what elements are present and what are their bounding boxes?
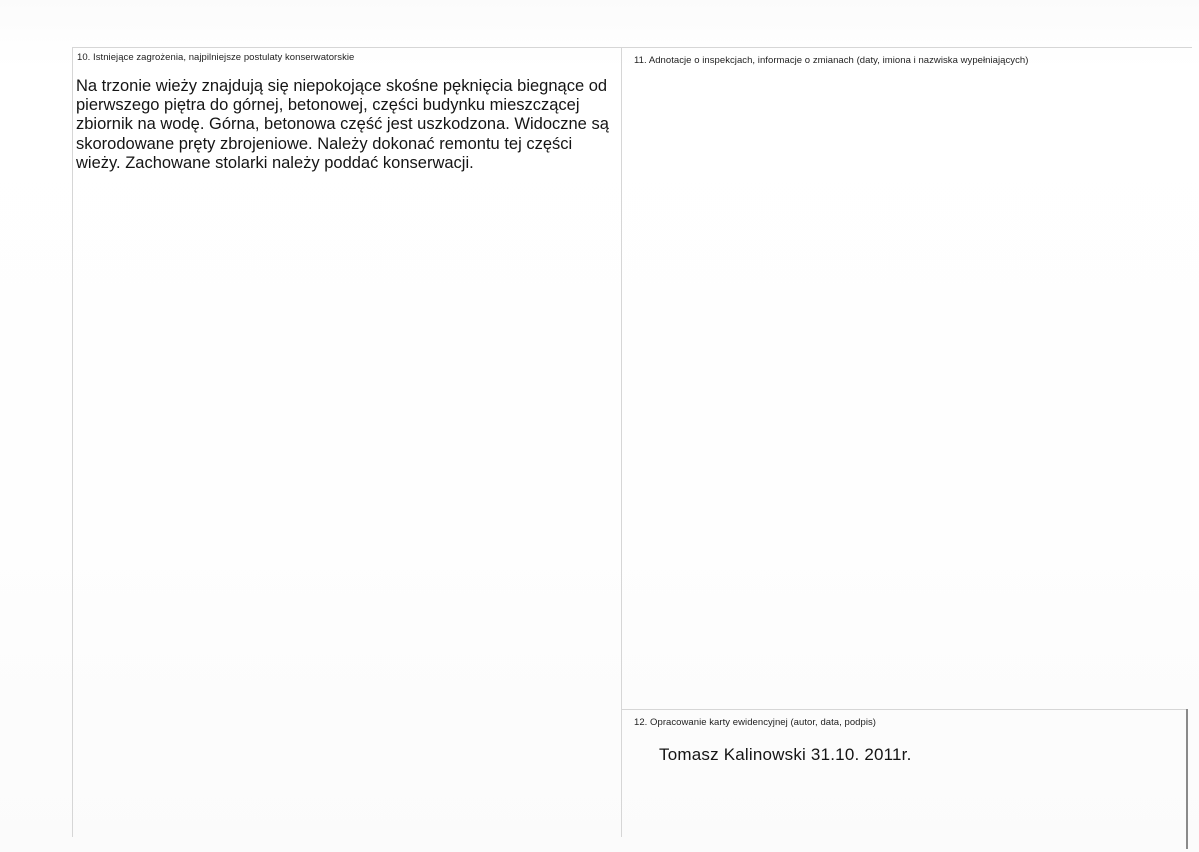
section-10-label: 10. Istniejące zagrożenia, najpilniejsze postulaty konserwatorskie [77, 52, 355, 63]
section-11-label: 11. Adnotacje o inspekcjach, informacje o zmianach (daty, imiona i nazwiska wypełniających) [634, 55, 1029, 66]
column-divider-line [621, 47, 622, 837]
section-12-top-line [621, 709, 1187, 710]
left-border-line [72, 47, 73, 837]
right-border-line [1186, 709, 1188, 849]
author-date-signature: Tomasz Kalinowski 31.10. 2011r. [659, 745, 912, 764]
section-12-label: 12. Opracowanie karty ewidencyjnej (autor, data, podpis) [634, 717, 877, 728]
top-border-line [72, 47, 1192, 48]
section-10-text: Na trzonie wieży znajdują się niepokojące skośne pęknięcia biegnące od pierwszego piętra do górnej, betonowej, części budynku mieszczącej zbiornik na wodę. Górna, betonowa część jest uszkodzona. Widoczne są skorodowane pręty zbrojeniowe. Należy dokonać remontu tej części wieży. Zachowane stolarki należy poddać konserwacji. [76, 77, 609, 172]
